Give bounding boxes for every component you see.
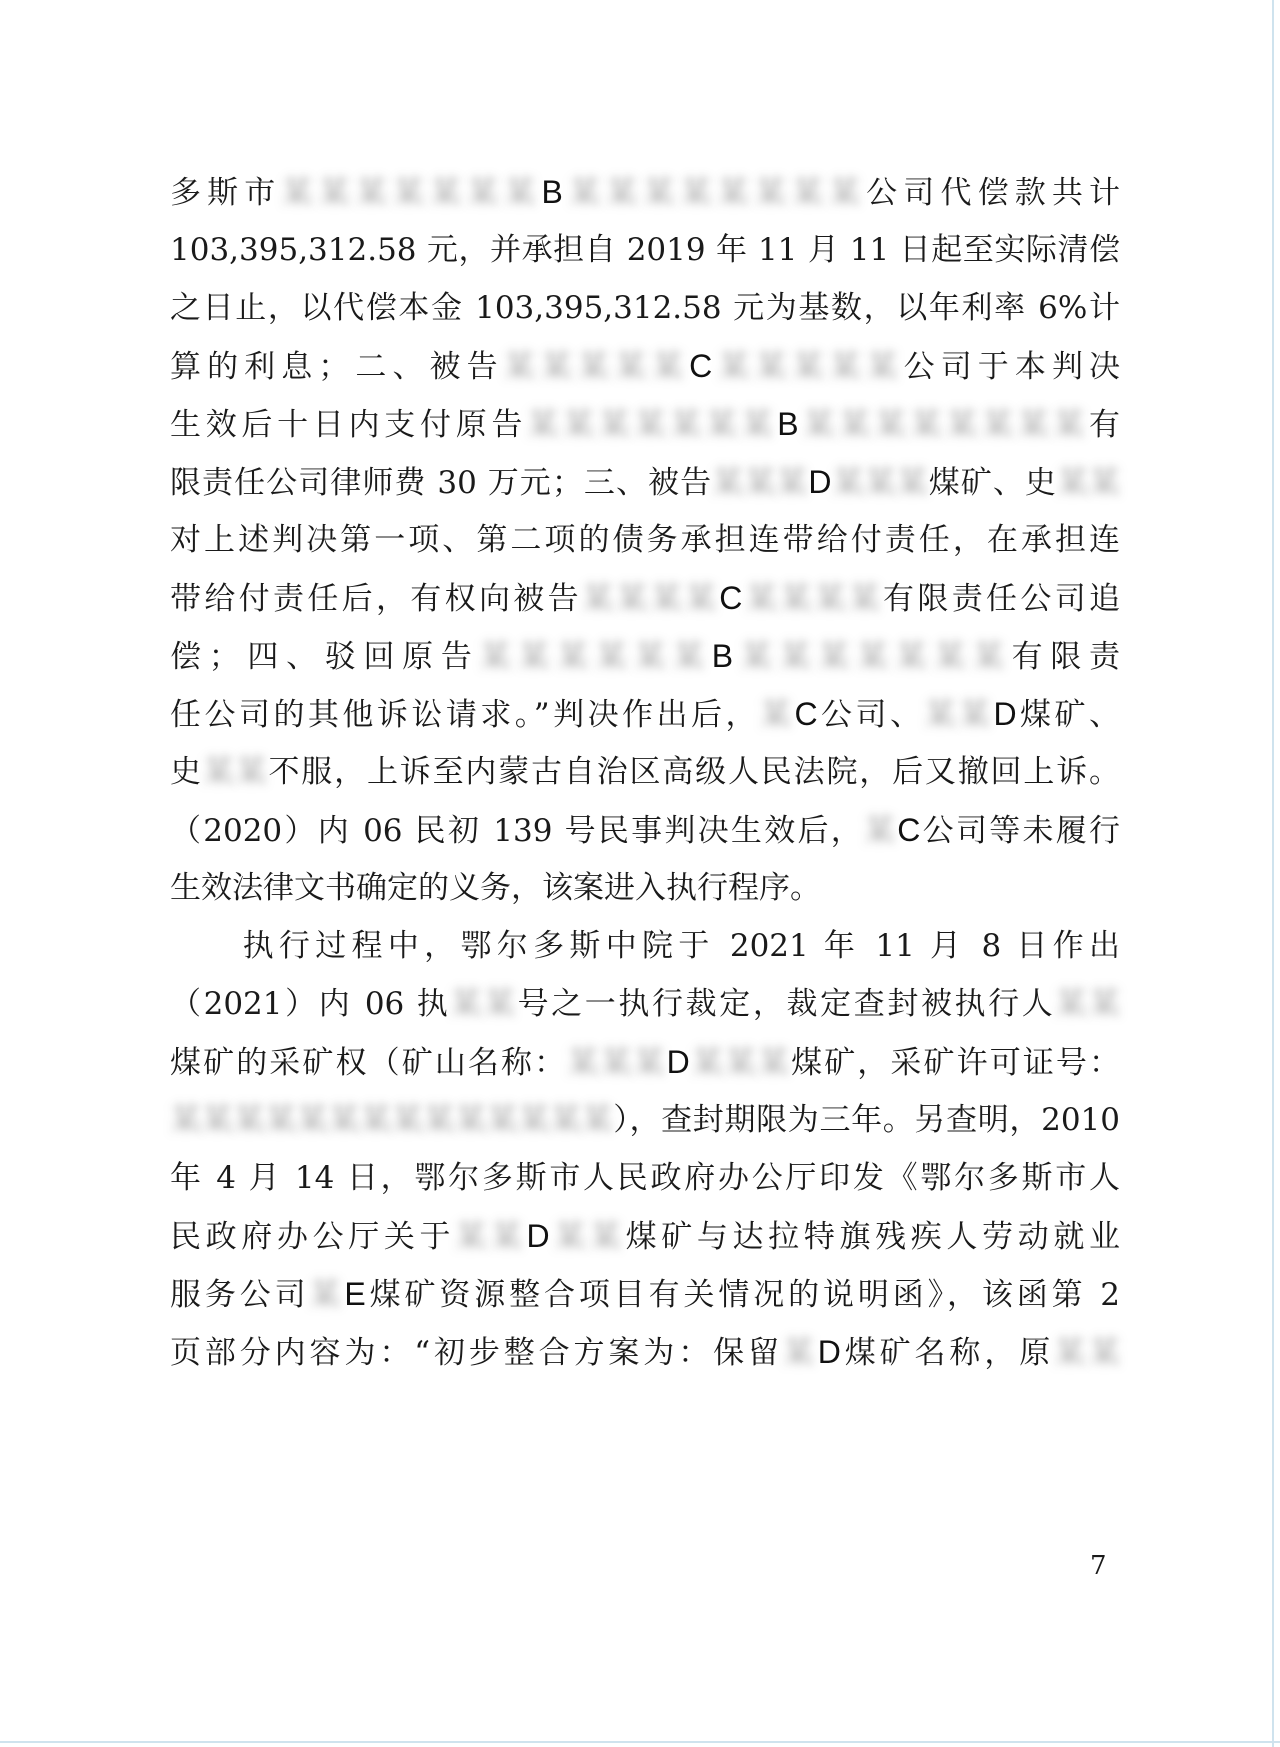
text-segment: 煤矿、史 (928, 465, 1057, 501)
text-line (170, 288, 1120, 328)
redacted-text: 某某 (924, 697, 994, 733)
text-segment: 煤矿名称，原 (840, 1335, 1055, 1371)
text-segment: 页部分内容为：“初步整合方案为：保留 (170, 1335, 783, 1371)
text-line (170, 462, 1120, 502)
text-line (170, 230, 1120, 270)
redacted-text: 某某某某某 (712, 349, 904, 385)
text-segment: 带给付责任后，有权向被告 (170, 581, 582, 617)
redacted-text: 某 (309, 1277, 345, 1313)
party-label: D (993, 696, 1017, 732)
redacted-text: 某某某 (567, 1045, 667, 1081)
redacted-text: 某某 (202, 754, 269, 790)
redacted-text: 某某某某某 (503, 349, 690, 385)
text-segment: ），查封期限为三年。另查明，2010 (613, 1102, 1120, 1138)
text-segment: 算的利息；二、被告 (170, 349, 504, 385)
redacted-text: 某某 (450, 986, 518, 1022)
text-line (170, 1274, 1120, 1314)
text-segment: 任公司的其他诉讼请求。”判决作出后， (170, 697, 760, 733)
party-label: D (817, 1334, 841, 1370)
text-segment: 煤矿，采矿许可证号： (791, 1045, 1121, 1081)
redacted-text: 某某 (549, 1219, 626, 1255)
text-segment: 不服，上诉至内蒙古自治区高级人民法院，后又撤回上诉。 (268, 754, 1121, 790)
text-segment: 服务公司 (170, 1277, 310, 1313)
text-line (170, 868, 1120, 908)
text-segment: 煤矿的采矿权（矿山名称： (170, 1045, 568, 1081)
text-line (170, 404, 1120, 444)
text-segment: 103,395,312.58 元，并承担自 2019 年 11 月 11 日起至实际清偿 (170, 232, 1120, 268)
redacted-text: 某某 (455, 1219, 527, 1255)
text-line (170, 984, 1120, 1024)
redacted-text: 某某 (1054, 1335, 1120, 1371)
text-segment: 对上述判决第一项、第二项的债务承担连带给付责任，在承担连 (170, 522, 1120, 558)
redacted-text: 某某某 (689, 1045, 792, 1081)
party-label: D (808, 464, 832, 500)
party-label: C (689, 348, 713, 384)
text-segment: 煤矿与达拉特旗残疾人劳动就业 (625, 1219, 1121, 1255)
text-segment: 多斯市 (170, 175, 282, 211)
text-segment: （2020）内 06 民初 139 号民事判决生效后， (170, 813, 865, 849)
text-segment: 公司代偿款共计 (866, 175, 1121, 211)
text-line (170, 752, 1120, 792)
party-label: E (344, 1276, 366, 1312)
text-segment: 煤矿资源整合项目有关情况的说明函》，该函第 2 (365, 1277, 1121, 1313)
text-segment: 执行过程中，鄂尔多斯中院于 2021 年 11 月 8 日作出 (170, 928, 1120, 964)
text-line (170, 578, 1120, 618)
party-label: C (719, 580, 743, 616)
text-line (170, 346, 1120, 386)
redacted-text: 某某某某某某某某 (562, 175, 867, 211)
text-segment: 之日止，以代偿本金 103,395,312.58 元为基数，以年利率 6%计 (170, 290, 1120, 326)
text-segment: 公司于本判决 (903, 349, 1121, 385)
redacted-text: 某 (864, 813, 898, 849)
party-label: B (711, 638, 734, 674)
text-line (170, 520, 1120, 560)
text-line (170, 1216, 1120, 1256)
text-segment: 生效后十日内支付原告 (170, 407, 528, 443)
text-line (170, 1332, 1120, 1372)
text-segment: 煤矿、 (1016, 697, 1121, 733)
text-segment: 号之一执行裁定，裁定查封被执行人 (517, 986, 1056, 1022)
redacted-text: 某某某 (712, 465, 809, 501)
text-segment: 史 (170, 754, 203, 790)
text-segment: 偿；四、驳回原告 (170, 639, 480, 675)
text-segment: 有 (1089, 407, 1121, 443)
text-line (170, 636, 1120, 676)
redacted-text: 某某某某 (742, 581, 884, 617)
redacted-text: 某某某某某某某 (527, 407, 778, 443)
redacted-text: 某某某某某某 (479, 639, 712, 675)
text-segment: （2021）内 06 执 (170, 986, 451, 1022)
redacted-text: 某某 (1055, 986, 1121, 1022)
redacted-text: 某某某 (831, 465, 929, 501)
redacted-text: 某某某某某某某某 (798, 407, 1090, 443)
text-segment: 有限责任公司追 (883, 581, 1121, 617)
text-line (170, 1158, 1120, 1198)
text-line (170, 926, 1120, 966)
text-line (170, 694, 1120, 734)
redacted-text: 某 (782, 1335, 818, 1371)
redacted-text: 某某某某 (581, 581, 720, 617)
redacted-text: 某某某某某某某 (281, 175, 542, 211)
text-line (170, 1042, 1120, 1082)
page-edge-right (1272, 0, 1274, 1747)
text-segment: 年 4 月 14 日，鄂尔多斯市人民政府办公厅印发《鄂尔多斯市人 (170, 1160, 1120, 1196)
text-segment: 限责任公司律师费 30 万元；三、被告 (170, 465, 713, 501)
party-label: C (794, 696, 818, 732)
text-line (170, 172, 1120, 212)
redacted-text: 某某某某某某某某某某某某某某 (170, 1102, 614, 1138)
page-number: 7 (1090, 1551, 1107, 1581)
text-segment: 公司等未履行 (920, 813, 1121, 849)
party-label: B (777, 406, 799, 442)
redacted-text: 某 (759, 697, 795, 733)
text-line (170, 810, 1120, 850)
text-segment: 有限责 (1011, 639, 1121, 675)
text-segment: 民政府办公厅关于 (170, 1219, 456, 1255)
party-label: D (526, 1218, 550, 1254)
party-label: D (666, 1044, 690, 1080)
text-line (170, 1100, 1120, 1140)
redacted-text: 某某 (1056, 465, 1121, 501)
text-segment: 公司、 (817, 697, 925, 733)
party-label: C (897, 812, 921, 848)
party-label: B (541, 174, 563, 210)
redacted-text: 某某某某某某某 (733, 639, 1012, 675)
page-edge-bottom (0, 1741, 1280, 1743)
text-segment: 生效法律文书确定的义务，该案进入执行程序。 (170, 870, 821, 906)
